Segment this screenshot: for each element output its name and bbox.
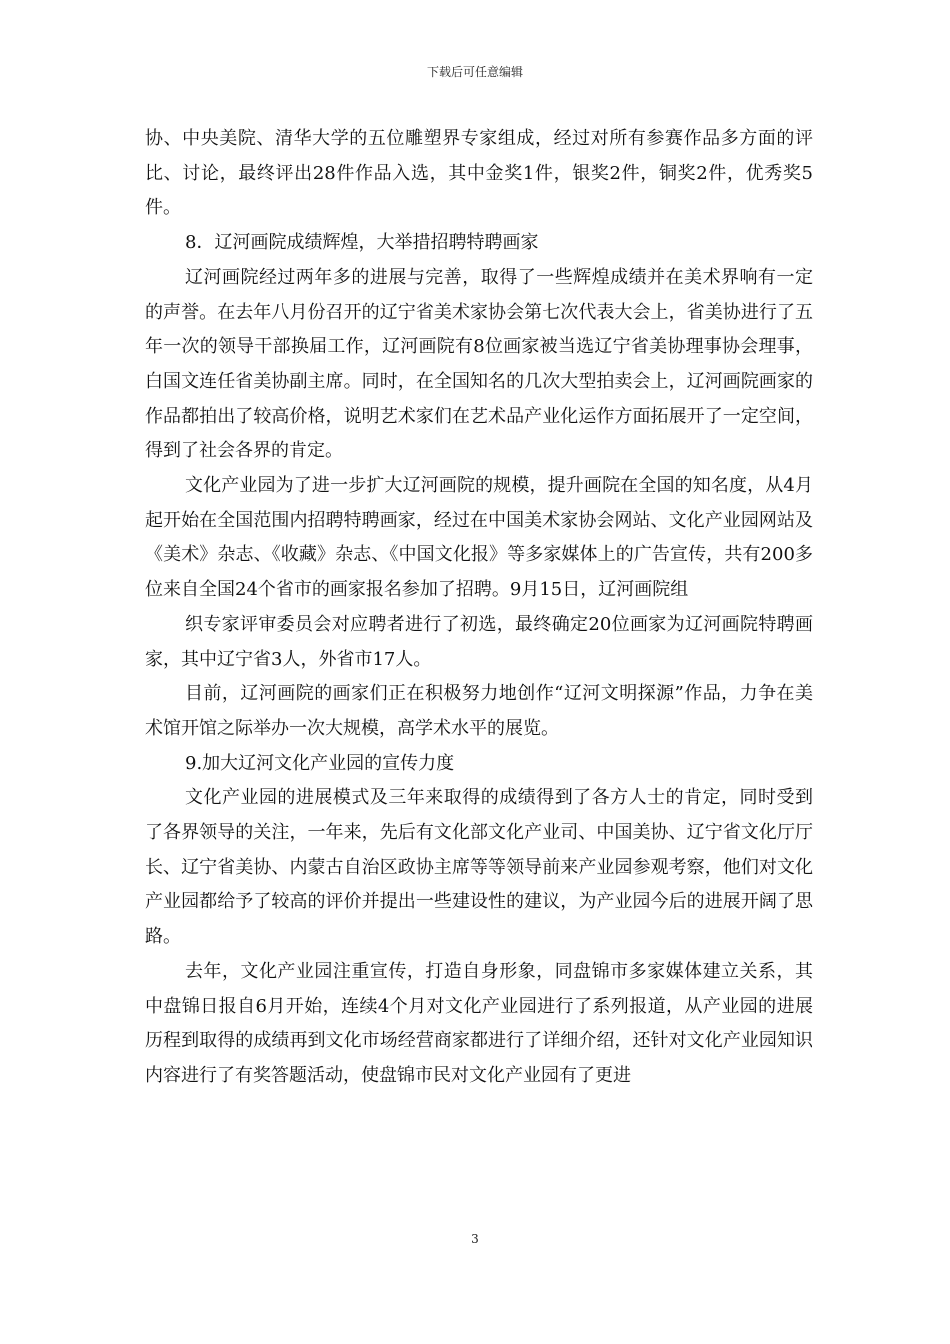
paragraph: 文化产业园的进展模式及三年来取得的成绩得到了各方人士的肯定，同时受到了各界领导的关注，一年来，先后有文化部文化产业司、中国美协、辽宁省文化厅厅长、辽宁省美协、内蒙古自治区政协主席等等领导前来产业园参观考察，他们对文化产业园都给予了较高的评价并提出一些建设性的建议，为产业园今后的进展开阔了思路。 [145,787,813,948]
paragraph: 织专家评审委员会对应聘者进行了初选，最终确定20位画家为辽河画院特聘画家，其中辽宁省3人，外省市17人。 [145,613,813,670]
paragraph: 辽河画院经过两年多的进展与完善，取得了一些辉煌成绩并在美术界响有一定的声誉。在去年八月份召开的辽宁省美术家协会第七次代表大会上，省美协进行了五年一次的领导干部换届工作，辽河画院有8位画家被当选辽宁省美协理事协会理事，白国文连任省美协副主席。同时，在全国知名的几次大型拍卖会上，辽河画院画家的作品都拍出了较高价格，说明艺术家们在艺术品产业化运作方面拓展开了一定空间，得到了社会各界的肯定。 [145,266,813,462]
paragraph: 去年，文化产业园注重宣传，打造自身形象，同盘锦市多家媒体建立关系，其中盘锦日报自6月开始，连续4个月对文化产业园进行了系列报道，从产业园的进展历程到取得的成绩再到文化市场经营商家都进行了详细介绍，还针对文化产业园知识内容进行了有奖答题活动，使盘锦市民对文化产业园有了更进 [145,960,813,1086]
section-heading-9: 9.加大辽河文化产业园的宣传力度 [185,752,455,774]
page-header: 下载后可任意编辑 [426,65,523,79]
paragraph: 目前，辽河画院的画家们正在积极努力地创作“辽河文明探源”作品，力争在美术馆开馆之际举办一次大规模，高学术水平的展览。 [145,683,813,739]
paragraph: 协、中央美院、清华大学的五位雕塑界专家组成，经过对所有参赛作品多方面的评比、讨论，最终评出28件作品入选，其中金奖1件，银奖2件，铜奖2件，优秀奖5件。 [145,128,813,219]
section-heading-8: 8．辽河画院成绩辉煌，大举措招聘特聘画家 [185,232,539,254]
document-body [145,122,813,1094]
page-number: 3 [471,1232,479,1246]
paragraph: 文化产业园为了进一步扩大辽河画院的规模，提升画院在全国的知名度，从4月起开始在全国范围内招聘特聘画家，经过在中国美术家协会网站、文化产业园网站及《美术》杂志、《收藏》杂志、《中国文化报》等多家媒体上的广告宣传，共有200多位来自全国24个省市的画家报名参加了招聘。9月15日，辽河画院组 [145,475,813,601]
